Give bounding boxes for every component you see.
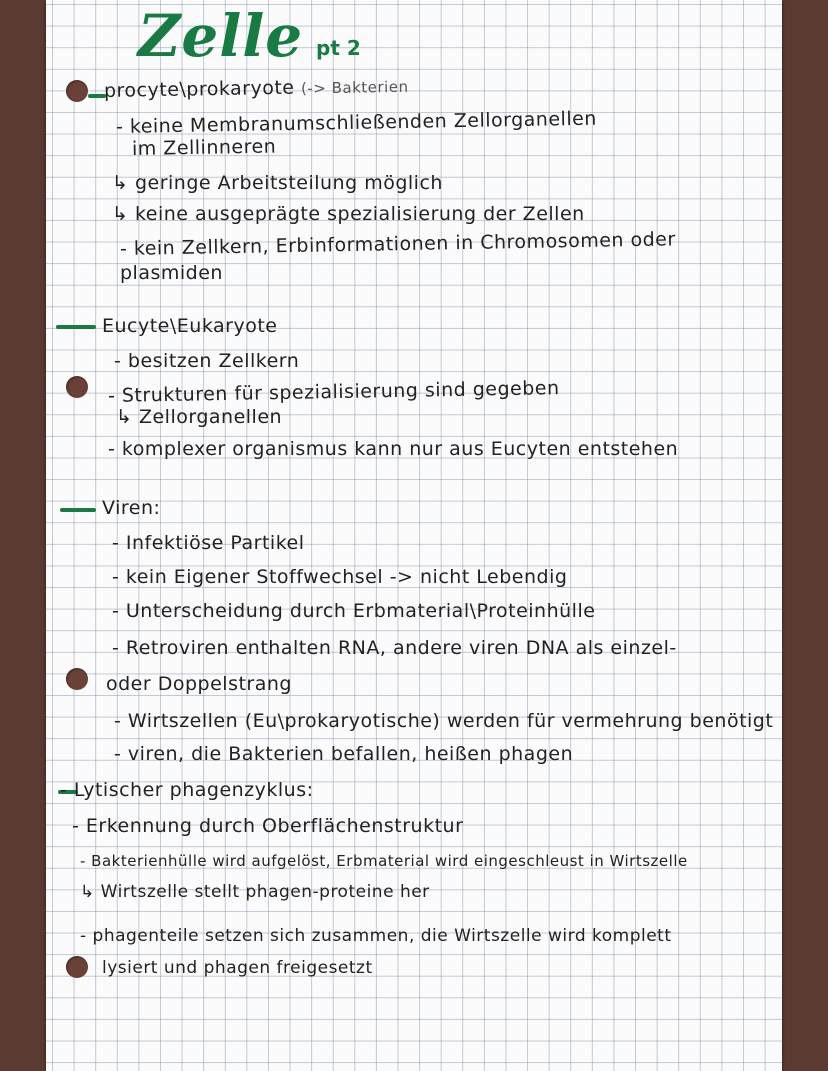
- note-line: - komplexer organismus kann nur aus Eucyten entstehen: [108, 438, 679, 460]
- notebook-page: [46, 0, 782, 1071]
- note-line: oder Doppelstrang: [106, 673, 292, 695]
- page-title: Zelle: [138, 2, 304, 70]
- page-subtitle: pt 2: [316, 36, 361, 60]
- note-line: lysiert und phagen freigesetzt: [102, 958, 373, 978]
- heading-eucyte: Eucyte\Eukaryote: [102, 315, 278, 337]
- note-line: plasmiden: [120, 262, 223, 284]
- punch-hole: [66, 376, 88, 398]
- note-line: ↳ geringe Arbeitsteilung möglich: [112, 172, 443, 194]
- note-line: ↳ Wirtszelle stellt phagen-proteine her: [80, 882, 430, 902]
- note-line: - Unterscheidung durch Erbmaterial\Proteinhülle: [112, 600, 596, 622]
- heading-viren: Viren:: [102, 497, 161, 519]
- note-line: - Wirtszellen (Eu\prokaryotische) werden für vermehrung benötigt: [114, 710, 774, 732]
- note-line: - Bakterienhülle wird aufgelöst, Erbmaterial wird eingeschleust in Wirtszelle: [80, 852, 688, 870]
- note-line: - keine Membranumschließenden Zellorganellen: [115, 107, 598, 138]
- note-line: ↳ Zellorganellen: [116, 406, 283, 428]
- note-line: im Zellinneren: [131, 135, 277, 160]
- note-line: - viren, die Bakterien befallen, heißen phagen: [114, 743, 574, 765]
- note-line: - Infektiöse Partikel: [112, 532, 305, 554]
- punch-hole: [66, 668, 88, 690]
- note-line: - Strukturen für spezialisierung sind gegeben: [107, 377, 560, 407]
- note-line: - besitzen Zellkern: [114, 350, 300, 372]
- note-line: - kein Eigener Stoffwechsel -> nicht Lebendig: [112, 566, 568, 588]
- note-line: - Erkennung durch Oberflächenstruktur: [72, 815, 464, 837]
- note-line: ↳ keine ausgeprägte spezialisierung der Zellen: [112, 203, 585, 225]
- heading-mark: [60, 508, 96, 512]
- note-line: - kein Zellkern, Erbinformationen in Chromosomen oder: [119, 228, 676, 260]
- note-line-procyte: procyte\prokaryote (-> Bakterien: [103, 76, 409, 102]
- punch-hole: [66, 956, 88, 978]
- heading-mark: [56, 325, 96, 329]
- note-line: - phagenteile setzen sich zusammen, die Wirtszelle wird komplett: [80, 926, 672, 946]
- heading-lytic-cycle: - Lytischer phagenzyklus:: [60, 779, 314, 801]
- note-line: - Retroviren enthalten RNA, andere viren DNA als einzel-: [112, 637, 677, 659]
- punch-hole: [66, 80, 88, 102]
